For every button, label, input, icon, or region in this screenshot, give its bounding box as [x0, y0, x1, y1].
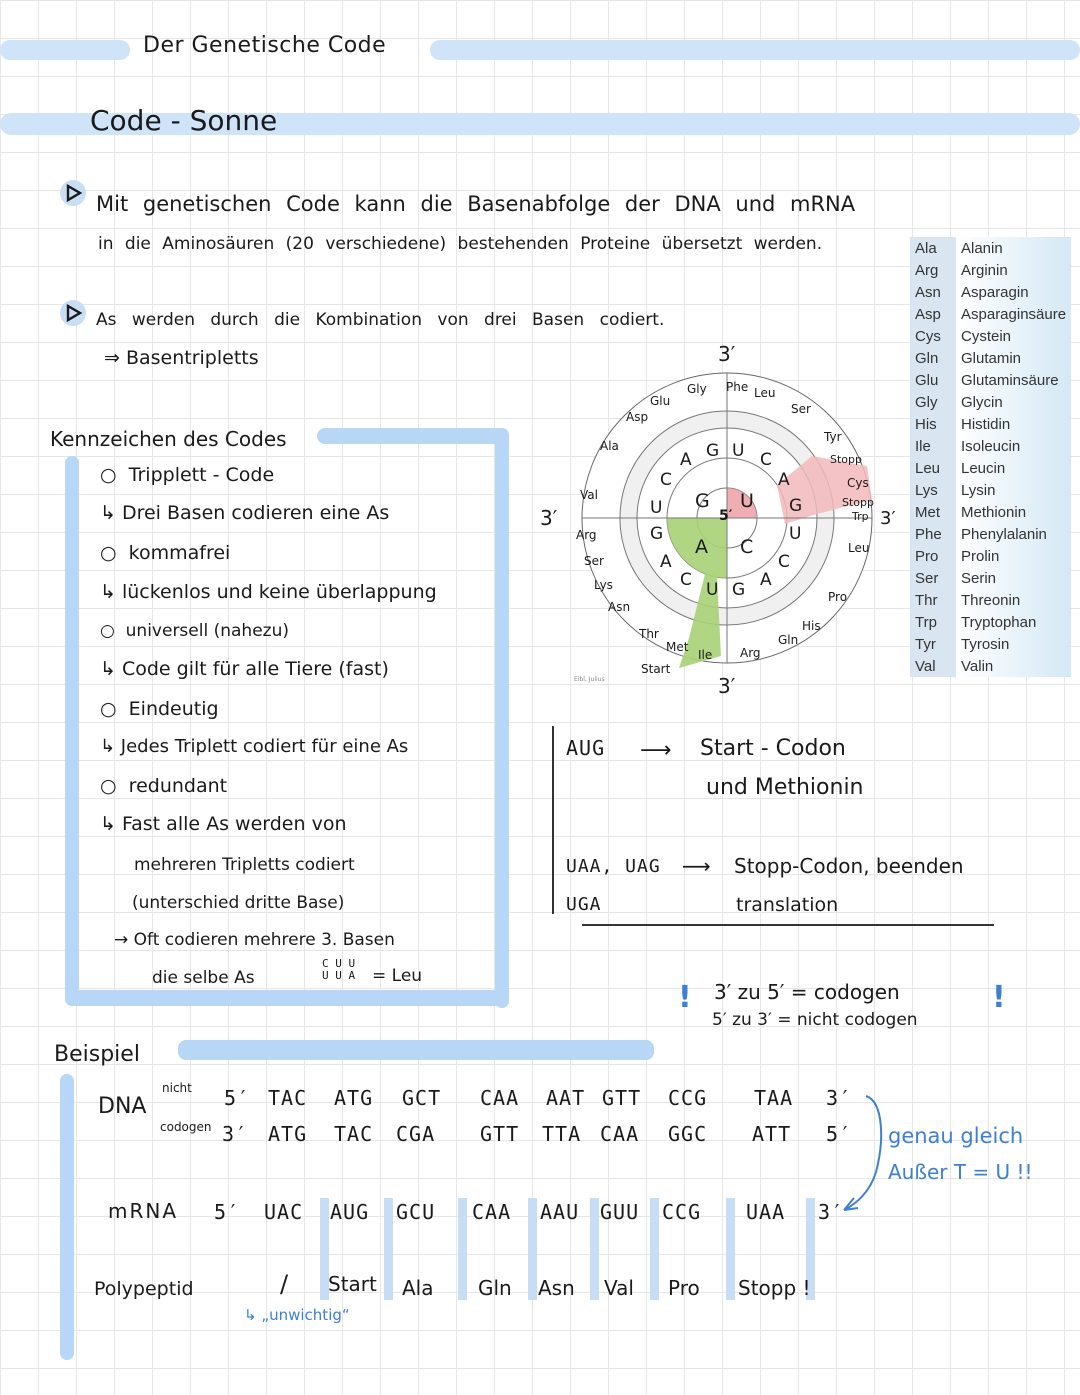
intro-line-1: Mit genetischen Code kann die Basenabfolge der DNA und mRNA — [96, 192, 856, 216]
codon: ATG — [334, 1086, 374, 1110]
header-highlight-left — [0, 40, 130, 60]
side-note-1: genau gleich — [888, 1124, 1024, 1148]
codon: CCG — [662, 1200, 702, 1224]
sun-label-right: 3′ — [880, 508, 896, 529]
sun-amino: Asp — [626, 410, 649, 424]
codon: TTA — [542, 1122, 582, 1146]
sun-ring-base: A — [680, 450, 692, 470]
sun-amino: Pro — [828, 590, 848, 604]
sun-label-bottom: 3′ — [718, 674, 736, 698]
amino-acid-row — [910, 259, 1071, 281]
feature-item: (unterschied dritte Base) — [132, 893, 345, 913]
amino-acid-abbrev: Leu — [910, 457, 956, 479]
code-sun-diagram — [540, 340, 910, 700]
sun-center: 5′ — [719, 508, 733, 524]
amino-acid-abbrev: Asn — [910, 281, 956, 303]
amino-acid-name: Histidin — [956, 413, 1071, 435]
amino-acid-table — [910, 237, 1071, 677]
amino-acid-abbrev: Arg — [910, 259, 956, 281]
amino-acid-row — [910, 369, 1071, 391]
header-highlight-right — [430, 40, 1080, 60]
dna-strand-1-start: 5′ — [224, 1086, 251, 1110]
codon-separator — [650, 1198, 659, 1300]
amino-acid-row — [910, 611, 1071, 633]
sun-amino: Arg — [740, 646, 761, 660]
sun-inner-u: U — [740, 490, 754, 512]
intro-line-2: in die Aminosäuren (20 verschiedene) bestehenden Proteine übersetzt werden. — [98, 234, 823, 254]
amino-acid-row — [910, 523, 1071, 545]
example-title: Beispiel — [54, 1042, 140, 1067]
polypeptide-label: Polypeptid — [94, 1278, 194, 1300]
codon: TAA — [754, 1086, 794, 1110]
sun-amino: Ile — [698, 648, 713, 662]
stop-codons-1: UAA, UAG — [566, 856, 661, 877]
codon: AAT — [546, 1086, 586, 1110]
codon: GTT — [602, 1086, 642, 1110]
mrna-start: 5′ — [214, 1200, 241, 1224]
amino-acid-row — [910, 325, 1071, 347]
sun-amino: Met — [666, 640, 689, 654]
sun-amino: Gln — [778, 633, 799, 647]
mrna-label: mRNA — [108, 1199, 179, 1223]
amino-acid-abbrev: Trp — [910, 611, 956, 633]
feature-item: ↳ Code gilt für alle Tiere (fast) — [100, 658, 389, 680]
amino-acid-name: Threonin — [956, 589, 1071, 611]
intro-line-3: As werden durch die Kombination von drei Basen codiert. — [96, 310, 665, 330]
codon: TAC — [334, 1122, 374, 1146]
example-left-bar — [60, 1074, 74, 1360]
sun-ring-base: C — [660, 470, 672, 490]
amino-acid-abbrev: His — [910, 413, 956, 435]
exclamation-icon: ! — [678, 980, 692, 1015]
amino-acid-abbrev: Asp — [910, 303, 956, 325]
amino-acid: Start — [328, 1272, 377, 1296]
sun-amino: Start — [641, 662, 671, 676]
sun-ring-base: A — [778, 470, 790, 490]
sun-amino: Val — [580, 488, 598, 502]
sun-ring-base: G — [650, 524, 664, 544]
amino-acid-abbrev: Thr — [910, 589, 956, 611]
features-box-top — [317, 428, 509, 444]
feature-item: mehreren Tripletts codiert — [134, 855, 355, 875]
amino-acid: Stopp ! — [738, 1276, 811, 1300]
codon: UAC — [264, 1200, 304, 1224]
arrow-right-icon: ⟶ — [682, 854, 711, 878]
amino-acid-row — [910, 347, 1071, 369]
dna-strand-2-end: 5′ — [826, 1122, 853, 1146]
codon: ATG — [268, 1122, 308, 1146]
arrow-right-icon: ⟶ — [640, 738, 672, 763]
codon: CAA — [472, 1200, 512, 1224]
codon: GTT — [480, 1122, 520, 1146]
sun-amino: Stopp — [830, 453, 862, 466]
codon: AAU — [540, 1200, 580, 1224]
leu-codons-top: C U U — [322, 957, 356, 970]
amino-acid-name: Tryptophan — [956, 611, 1071, 633]
example-highlight — [178, 1040, 654, 1060]
codon: CAA — [600, 1122, 640, 1146]
codon: ATT — [752, 1122, 792, 1146]
sun-ring-base: U — [789, 524, 802, 544]
start-text-2: und Methionin — [706, 775, 864, 800]
amino-acid-row — [910, 281, 1071, 303]
sun-amino: Tyr — [824, 430, 842, 444]
amino-acid-abbrev: Cys — [910, 325, 956, 347]
features-box-bottom — [65, 990, 509, 1006]
amino-acid-abbrev: Glu — [910, 369, 956, 391]
start-text-1: Start - Codon — [700, 736, 846, 761]
codon: GGC — [668, 1122, 708, 1146]
codon-separator — [726, 1198, 735, 1300]
features-box-left — [65, 456, 79, 1006]
amino-acid-abbrev: Ser — [910, 567, 956, 589]
amino-acid-abbrev: Gln — [910, 347, 956, 369]
amino-acid-abbrev: Tyr — [910, 633, 956, 655]
codon-divider-vertical — [552, 726, 554, 914]
intro-line-4: ⇒ Basentripletts — [104, 347, 259, 369]
sun-ring-base: U — [650, 498, 663, 518]
amino-acid-row — [910, 457, 1071, 479]
amino-acid-row — [910, 633, 1071, 655]
stop-codons-2: UGA — [566, 894, 602, 915]
sun-amino: Ser — [584, 554, 604, 568]
stop-text-1: Stopp-Codon, beenden — [734, 854, 964, 878]
leu-codons-bottom: U U A — [322, 969, 356, 982]
amino-acid: Asn — [538, 1276, 575, 1300]
dna-codogen-label: codogen — [160, 1120, 212, 1134]
sun-ring-base: C — [778, 552, 790, 572]
amino-acid-row — [910, 567, 1071, 589]
feature-item: ○ Eindeutig — [100, 698, 219, 720]
note-line-1: 3′ zu 5′ = codogen — [714, 980, 900, 1004]
amino-acid-abbrev: Phe — [910, 523, 956, 545]
amino-acid-row — [910, 391, 1071, 413]
feature-item: → Oft codieren mehrere 3. Basen — [114, 930, 395, 950]
page-title: Der Genetische Code — [143, 33, 387, 58]
sun-inner-a: A — [695, 536, 708, 558]
amino-acid-abbrev: Val — [910, 655, 956, 677]
sun-amino: Leu — [754, 386, 776, 400]
sun-ring-base: G — [732, 580, 746, 600]
dna-strand-2-start: 3′ — [222, 1122, 249, 1146]
amino-acid-abbrev: Gly — [910, 391, 956, 413]
sun-ring-base: U — [706, 580, 719, 600]
sun-ring-base: A — [760, 570, 772, 590]
amino-acid-row — [910, 479, 1071, 501]
amino-acid-name: Methionin — [956, 501, 1071, 523]
sun-ring-base: A — [660, 552, 672, 572]
feature-item: die selbe As — [152, 968, 255, 988]
feature-item: = Leu — [372, 966, 423, 986]
amino-acid: Ala — [402, 1276, 434, 1300]
amino-acid-name: Glutaminsäure — [956, 369, 1071, 391]
sun-amino: Gly — [687, 382, 707, 396]
amino-acid-row — [910, 237, 1071, 259]
amino-acid-name: Leucin — [956, 457, 1071, 479]
amino-acid-abbrev: Pro — [910, 545, 956, 567]
feature-item: ↳ Jedes Triplett codiert für eine As — [100, 736, 409, 757]
codon: CGA — [396, 1122, 436, 1146]
amino-acid-row — [910, 413, 1071, 435]
amino-acid-name: Alanin — [956, 237, 1071, 259]
sun-ring-base: G — [789, 496, 803, 516]
amino-acid: Gln — [478, 1276, 512, 1300]
amino-acid: Pro — [668, 1276, 700, 1300]
amino-acid-row — [910, 545, 1071, 567]
codon: GCU — [396, 1200, 436, 1224]
feature-item: ↳ lückenlos und keine überlappung — [100, 581, 437, 603]
codon: AUG — [330, 1200, 370, 1224]
section-title: Code - Sonne — [90, 104, 278, 137]
amino-acid-name: Phenylalanin — [956, 523, 1071, 545]
amino-acid-name: Cystein — [956, 325, 1071, 347]
codon: GUU — [600, 1200, 640, 1224]
amino-acid-name: Glycin — [956, 391, 1071, 413]
sun-inner-g: G — [695, 490, 710, 512]
amino-acid: Val — [604, 1276, 634, 1300]
amino-acid-name: Glutamin — [956, 347, 1071, 369]
sun-amino: Arg — [576, 528, 597, 542]
amino-acid-row — [910, 501, 1071, 523]
codon-divider-horizontal — [582, 924, 994, 926]
dna-nicht-label: nicht — [162, 1081, 192, 1095]
sun-amino: Phe — [726, 380, 749, 394]
amino-acid-name: Arginin — [956, 259, 1071, 281]
amino-acid-abbrev: Lys — [910, 479, 956, 501]
dna-label: DNA — [98, 1094, 147, 1119]
amino-acid-row — [910, 435, 1071, 457]
sun-amino: Lys — [594, 578, 613, 592]
amino-acid-name: Asparagin — [956, 281, 1071, 303]
amino-acid-abbrev: Met — [910, 501, 956, 523]
dna-strand-1-end: 3′ — [826, 1086, 853, 1110]
leu-codons — [322, 958, 355, 982]
amino-acid-name: Asparaginsäure — [956, 303, 1071, 325]
sun-ring-base: C — [680, 570, 692, 590]
codon: CCG — [668, 1086, 708, 1110]
amino-acid-row — [910, 303, 1071, 325]
sun-label-top: 3′ — [718, 342, 736, 366]
sun-amino: Ala — [600, 439, 619, 453]
features-box-right — [495, 428, 509, 1008]
sun-label-left: 3′ — [540, 506, 558, 530]
sun-amino: Thr — [639, 627, 659, 641]
codon-separator — [528, 1198, 537, 1300]
feature-item: ○ redundant — [100, 775, 228, 797]
exclamation-icon: ! — [992, 980, 1006, 1015]
sun-amino: Ser — [791, 402, 811, 416]
features-title: Kennzeichen des Codes — [50, 427, 287, 451]
amino-acid-name: Prolin — [956, 545, 1071, 567]
sun-amino: Stopp — [842, 496, 874, 509]
amino-acid-name: Lysin — [956, 479, 1071, 501]
sun-amino: Leu — [848, 541, 870, 555]
feature-item: ↳ Fast alle As werden von — [100, 813, 347, 835]
unimportant-note: ↳ „unwichtig“ — [244, 1306, 350, 1324]
amino-acid-name: Isoleucin — [956, 435, 1071, 457]
sun-ring-base: C — [760, 450, 772, 470]
bullet-triangle-icon — [58, 178, 88, 208]
sun-credit: Eibl, Julius — [574, 676, 605, 683]
amino-acid-abbrev: Ile — [910, 435, 956, 457]
stop-text-2: translation — [736, 894, 839, 916]
amino-acid-row — [910, 655, 1071, 677]
codon: CAA — [480, 1086, 520, 1110]
amino-acid-abbrev: Ala — [910, 237, 956, 259]
sun-amino: Glu — [650, 394, 671, 408]
codon: GCT — [402, 1086, 442, 1110]
feature-item: ○ Tripplett - Code — [100, 464, 275, 486]
sun-ring-base: G — [706, 441, 720, 461]
amino-acid-name: Valin — [956, 655, 1071, 677]
sun-ring-base: U — [732, 441, 745, 461]
sun-inner-c: C — [740, 536, 754, 558]
amino-acid-name: Serin — [956, 567, 1071, 589]
note-line-2: 5′ zu 3′ = nicht codogen — [712, 1010, 918, 1030]
mrna-end: 3′ — [818, 1200, 845, 1224]
sun-amino: His — [802, 619, 821, 633]
bullet-triangle-icon — [58, 298, 88, 328]
sun-amino: Trp — [852, 510, 869, 523]
amino-acid-row — [910, 589, 1071, 611]
feature-item: ↳ Drei Basen codieren eine As — [100, 502, 390, 524]
codon-separator — [458, 1198, 467, 1300]
start-codon: AUG — [566, 736, 606, 760]
codon: UAA — [746, 1200, 786, 1224]
feature-item: ○ universell (nahezu) — [100, 621, 289, 641]
codon: TAC — [268, 1086, 308, 1110]
sun-amino: Cys — [847, 476, 869, 490]
sun-amino: Asn — [608, 600, 631, 614]
amino-acid-name: Tyrosin — [956, 633, 1071, 655]
codon-separator — [590, 1198, 599, 1300]
feature-item: ○ kommafrei — [100, 542, 231, 564]
side-note-2: Außer T = U !! — [888, 1160, 1033, 1184]
amino-acid: / — [280, 1270, 289, 1298]
codon-separator — [384, 1198, 393, 1300]
